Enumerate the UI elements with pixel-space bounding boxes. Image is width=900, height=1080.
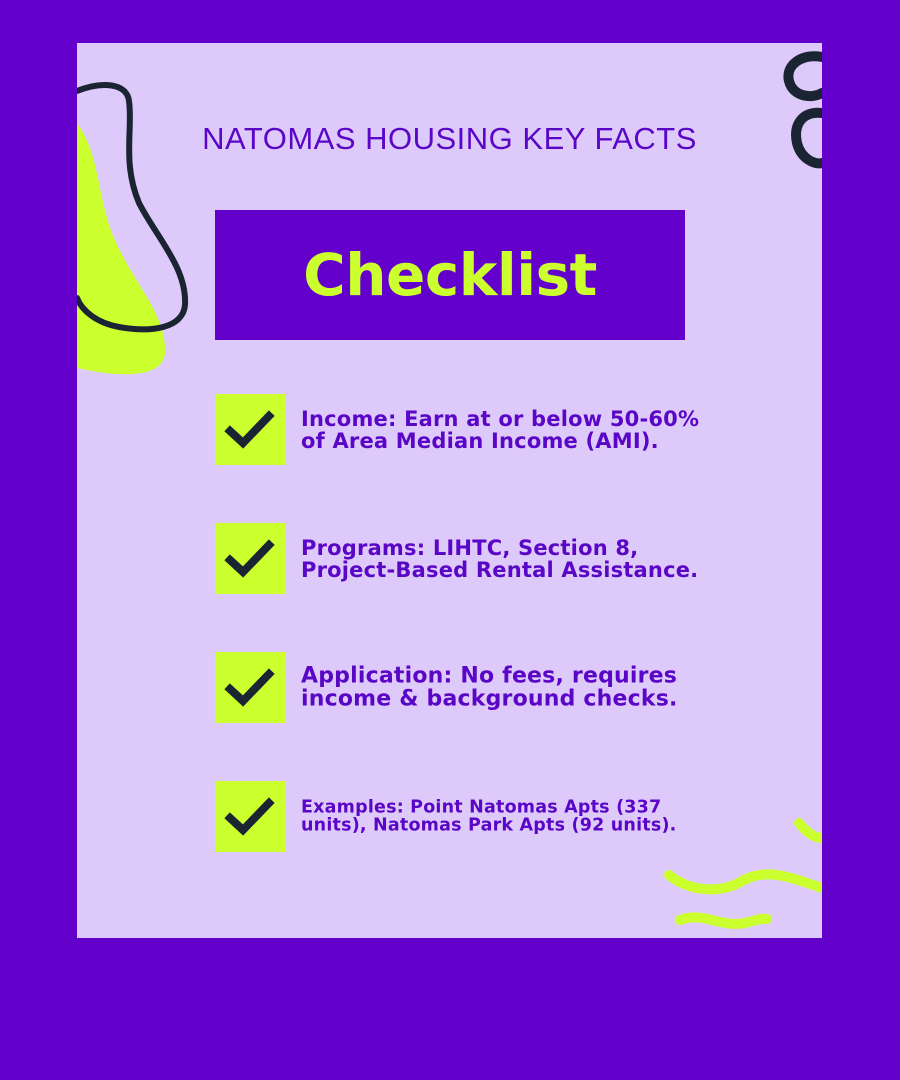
check-icon <box>215 394 286 465</box>
checklist-item-text <box>301 664 751 711</box>
checklist-item-line: income & background checks. <box>301 686 678 712</box>
checklist-item-text <box>301 407 751 452</box>
checklist-item-text <box>301 798 751 835</box>
checklist-item-text <box>301 536 751 581</box>
checkbox <box>215 781 286 852</box>
check-icon <box>215 652 286 723</box>
checklist-item-application <box>215 652 755 723</box>
checkbox <box>215 394 286 465</box>
checklist-item-line: Programs: LIHTC, Section 8, <box>301 535 639 560</box>
checklist-item-line: Application: No fees, requires <box>301 663 678 689</box>
checklist-item-line: Examples: Point Natomas Apts (337 <box>301 796 662 817</box>
checklist-item-line: units), Natomas Park Apts (92 units). <box>301 815 677 836</box>
checklist-item-income <box>215 394 755 465</box>
lime-blob-decoration <box>77 123 165 374</box>
lime-squiggle-decoration <box>680 917 767 924</box>
checklist-card <box>77 43 822 938</box>
checklist-item-line: Income: Earn at or below 50-60% <box>301 406 700 431</box>
page-title: Checklist <box>303 241 597 309</box>
check-icon <box>215 523 286 594</box>
lime-squiggle-decoration <box>799 823 822 838</box>
checklist-item-programs <box>215 523 755 594</box>
page-subtitle: NATOMAS HOUSING KEY FACTS <box>202 121 697 156</box>
checklist-item-line: Project-Based Rental Assistance. <box>301 557 699 582</box>
lime-squiggle-decoration <box>669 874 822 889</box>
checkbox <box>215 652 286 723</box>
title-banner <box>215 210 685 340</box>
checklist-item-examples <box>215 781 755 852</box>
check-icon <box>215 781 286 852</box>
checkbox <box>215 523 286 594</box>
dark-ring-decoration <box>788 56 822 96</box>
checklist-item-line: of Area Median Income (AMI). <box>301 428 659 453</box>
